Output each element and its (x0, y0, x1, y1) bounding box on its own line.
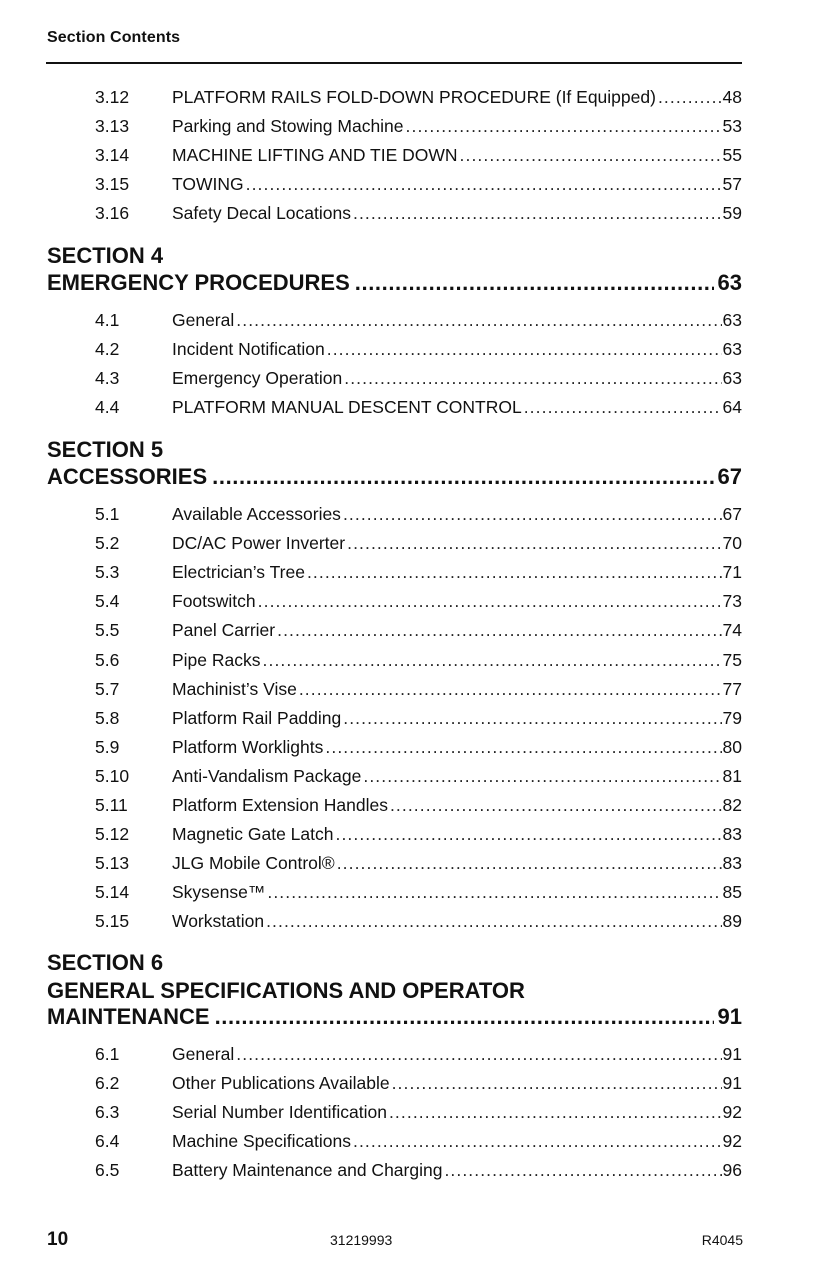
toc-entry[interactable] (95, 588, 742, 614)
toc-entry-title: Workstation (172, 911, 265, 932)
toc-entry-page: 91 (722, 1044, 742, 1064)
toc-entry-title: Anti-Vandalism Package (172, 765, 362, 786)
toc-entry-leader (307, 559, 722, 585)
toc-entry-leader (246, 171, 722, 197)
toc-entry-number: 3.12 (95, 87, 130, 107)
toc-entry[interactable] (95, 394, 742, 420)
toc-entry-leader (337, 850, 722, 876)
header-divider (46, 62, 742, 64)
toc-entry-number: 4.1 (95, 310, 120, 330)
toc-entry-page: 92 (722, 1102, 742, 1123)
toc-entry-number: 5.14 (95, 882, 130, 903)
toc-entry-leader (327, 336, 722, 362)
toc-entry-leader (353, 200, 722, 226)
toc-entry-page: 55 (722, 145, 742, 166)
section-6-title-line2: MAINTENANCE (47, 1004, 210, 1029)
footer-document-number: 31219993 (330, 1232, 393, 1248)
toc-entry-page: 91 (722, 1073, 742, 1094)
toc-entry-number: 3.16 (95, 203, 130, 224)
toc-entry-page: 63 (722, 368, 742, 389)
section-6-heading[interactable] (47, 1002, 742, 1032)
toc-entry-leader (325, 734, 721, 760)
toc-entry[interactable] (95, 1070, 742, 1096)
toc-entry[interactable] (95, 365, 742, 391)
toc-entry-number: 5.15 (95, 911, 130, 932)
toc-entry-title: Incident Notification (172, 339, 325, 360)
toc-entry-page: 82 (722, 795, 742, 815)
toc-entry-page: 63 (722, 310, 742, 330)
toc-entry[interactable] (95, 879, 742, 905)
toc-entry-leader (267, 879, 721, 905)
toc-entry-leader (343, 705, 721, 731)
toc-entry-page: 70 (722, 533, 742, 554)
toc-entry[interactable] (95, 792, 742, 818)
section-6-leader (215, 1002, 714, 1032)
toc-entry-page: 71 (722, 562, 742, 583)
toc-entry-title: General (172, 1044, 235, 1064)
toc-entry-number: 5.5 (95, 620, 120, 641)
toc-entry-title: Platform Worklights (172, 736, 324, 757)
toc-entry-title: JLG Mobile Control® (172, 853, 335, 874)
toc-entry[interactable] (95, 171, 742, 197)
toc-entry-page: 73 (722, 591, 742, 612)
section-5-label: SECTION 5 (47, 437, 164, 462)
toc-entry-page: 85 (722, 882, 742, 903)
toc-entry[interactable] (95, 113, 742, 139)
toc-entry-leader (335, 821, 721, 847)
toc-entry-title: Other Publications Available (172, 1073, 390, 1094)
toc-entry-page: 89 (722, 911, 742, 932)
toc-entry-leader (390, 792, 722, 818)
footer-page-number: 10 (47, 1229, 69, 1250)
toc-entry-number: 6.3 (95, 1102, 120, 1123)
toc-entry-page: 59 (722, 203, 742, 224)
toc-entry-title: PLATFORM MANUAL DESCENT CONTROL (172, 397, 522, 418)
toc-entry[interactable] (95, 617, 742, 643)
toc-entry-title: Safety Decal Locations (172, 203, 351, 224)
toc-entry[interactable] (95, 84, 742, 110)
toc-entry[interactable] (95, 763, 742, 789)
toc-entry-title: Electrician’s Tree (172, 562, 305, 583)
toc-entry-title: Battery Maintenance and Charging (172, 1160, 443, 1181)
toc-entry-number: 6.5 (95, 1160, 120, 1181)
toc-entry-leader (236, 1041, 721, 1067)
toc-entry[interactable] (95, 705, 742, 731)
toc-entry-number: 3.13 (95, 116, 130, 137)
toc-entry[interactable] (95, 1041, 742, 1067)
toc-entry-number: 3.14 (95, 145, 130, 166)
toc-entry[interactable] (95, 734, 742, 760)
toc-entry-number: 5.4 (95, 591, 120, 612)
page-header-title: Section Contents (47, 29, 181, 46)
toc-entry-leader (392, 1070, 722, 1096)
toc-entry-leader (266, 908, 721, 934)
toc-entry[interactable] (95, 850, 742, 876)
toc-entry-title: Platform Extension Handles (172, 795, 388, 815)
toc-entry-leader (460, 142, 722, 168)
toc-entry-page: 67 (722, 504, 742, 524)
toc-entry-title: Available Accessories (172, 504, 341, 524)
toc-entry-page: 57 (722, 174, 742, 195)
toc-entry-title: Skysense™ (172, 882, 266, 903)
section-6-label: SECTION 6 (47, 950, 164, 975)
toc-entry-number: 5.2 (95, 533, 120, 554)
toc-entry-title: Serial Number Identification (172, 1102, 387, 1123)
toc-entry-number: 4.4 (95, 397, 120, 418)
toc-entry[interactable] (95, 1099, 742, 1125)
toc-entry-page: 63 (722, 339, 742, 360)
section-4-leader (355, 268, 714, 298)
toc-entry-leader (406, 113, 722, 139)
toc-entry-number: 5.3 (95, 562, 120, 583)
toc-entry-title: Machinist’s Vise (172, 678, 297, 699)
toc-entry-title: Emergency Operation (172, 368, 343, 389)
toc-entry-number: 3.15 (95, 174, 130, 195)
toc-entry[interactable] (95, 142, 742, 168)
section-5-leader (212, 462, 713, 492)
toc-entry-number: 5.6 (95, 649, 120, 670)
toc-entry-page: 83 (722, 824, 742, 845)
toc-entry-title: MACHINE LIFTING AND TIE DOWN (172, 145, 458, 166)
toc-entry-leader (524, 394, 722, 420)
toc-entry-number: 5.7 (95, 678, 120, 699)
toc-entry[interactable] (95, 501, 742, 527)
toc-entry-leader (236, 307, 721, 333)
toc-entry-number: 4.3 (95, 368, 120, 389)
section-5-heading[interactable] (47, 462, 742, 492)
toc-entry-title: Platform Rail Padding (172, 707, 342, 728)
toc-entry-page: 79 (722, 707, 742, 728)
toc-entry-leader (353, 1128, 722, 1154)
toc-entry[interactable] (95, 647, 742, 673)
toc-entry-number: 5.9 (95, 736, 120, 757)
toc-entry-leader (263, 647, 722, 673)
footer-revision: R4045 (701, 1232, 743, 1248)
toc-entry-leader (389, 1099, 722, 1125)
toc-entry[interactable] (95, 821, 742, 847)
toc-entry-leader (344, 365, 721, 391)
toc-entry[interactable] (95, 1157, 742, 1183)
toc-entry-number: 5.12 (95, 824, 130, 845)
toc-entry-page: 75 (722, 649, 742, 670)
toc-entry-page: 64 (722, 397, 742, 418)
toc-entry-title: TOWING (172, 174, 244, 195)
toc-entry-title: Machine Specifications (172, 1131, 351, 1152)
toc-entry-number: 5.8 (95, 707, 120, 728)
toc-entry-title: PLATFORM RAILS FOLD-DOWN PROCEDURE (If Equipped) (172, 87, 656, 107)
toc-entry-title: Parking and Stowing Machine (172, 116, 404, 137)
section-6-page: 91 (717, 1004, 742, 1029)
toc-entry-title: Footswitch (172, 591, 256, 612)
toc-entry-page: 77 (722, 678, 742, 699)
toc-entry[interactable] (95, 336, 742, 362)
toc-entry-number: 5.13 (95, 853, 130, 874)
toc-entry-title: Panel Carrier (172, 620, 276, 641)
section-4-heading[interactable] (47, 268, 742, 298)
toc-entry-title: General (172, 310, 235, 330)
toc-entry-leader (444, 1157, 721, 1183)
section-4-page: 63 (717, 270, 742, 295)
toc-entry[interactable] (95, 559, 742, 585)
toc-entry[interactable] (95, 908, 742, 934)
section-4-label: SECTION 4 (47, 243, 164, 268)
toc-entry-page: 92 (722, 1131, 742, 1152)
section-4-title: EMERGENCY PROCEDURES (47, 270, 350, 295)
toc-entry[interactable] (95, 1128, 742, 1154)
section-5-title: ACCESSORIES (47, 464, 208, 489)
toc-entry-page: 48 (722, 87, 742, 107)
toc-entry-leader (347, 530, 721, 556)
toc-entry-page: 96 (722, 1160, 742, 1181)
toc-entry-number: 6.4 (95, 1131, 120, 1152)
toc-entry-number: 4.2 (95, 339, 120, 360)
toc-entry-title: Pipe Racks (172, 649, 261, 670)
toc-entry-leader (277, 617, 721, 643)
toc-entry-leader (343, 501, 722, 527)
toc-entry-page: 80 (722, 736, 742, 757)
toc-entry-leader (658, 84, 722, 110)
toc-entry-number: 6.2 (95, 1073, 120, 1094)
toc-entry-page: 83 (722, 853, 742, 874)
toc-entry-leader (299, 676, 722, 702)
toc-entry-number: 6.1 (95, 1044, 120, 1064)
toc-entry-title: DC/AC Power Inverter (172, 533, 346, 554)
toc-entry[interactable] (95, 200, 742, 226)
toc-entry[interactable] (95, 530, 742, 556)
section-5-page: 67 (717, 464, 742, 489)
toc-entry-number: 5.11 (95, 795, 128, 815)
section-6-title-line1: GENERAL SPECIFICATIONS AND OPERATOR (47, 978, 525, 1003)
toc-entry-page: 74 (722, 620, 742, 641)
toc-entry-number: 5.1 (95, 504, 120, 524)
toc-entry-page: 53 (722, 116, 742, 137)
toc-entry-page: 81 (722, 765, 742, 786)
toc-entry-number: 5.10 (95, 765, 130, 786)
toc-entry-leader (258, 588, 722, 614)
toc-entry-title: Magnetic Gate Latch (172, 824, 334, 845)
toc-entry[interactable] (95, 676, 742, 702)
toc-entry[interactable] (95, 307, 742, 333)
toc-entry-leader (363, 763, 721, 789)
